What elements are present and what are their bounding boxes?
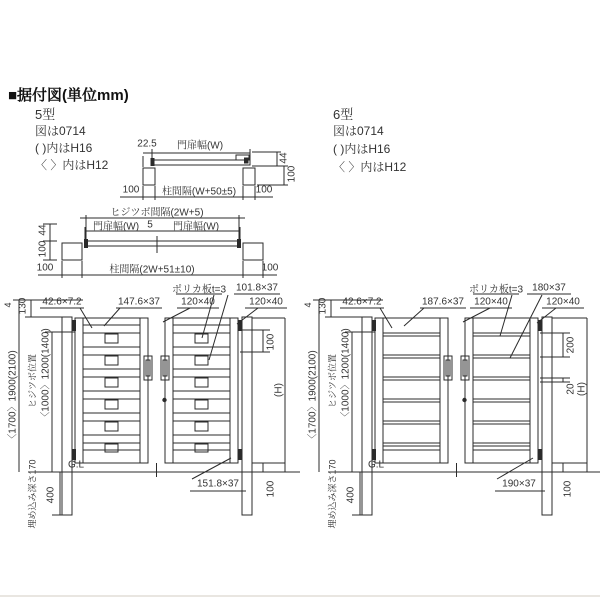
hinge-position-label-6: ヒジツボ位置 [327, 353, 338, 409]
model-6-figure-note: 図は0714 [333, 124, 384, 138]
dim-overall-height-5: 〈1700〉1900(2100) [7, 350, 19, 444]
callout-polycarbonate-5: ポリカ板t=3 [171, 284, 227, 296]
hinge-position-label-5: ヒジツボ位置 [27, 353, 38, 409]
dim-44: 44 [278, 152, 290, 164]
model-6-note-h12: 〈 〉内はH12 [333, 160, 407, 174]
dim-100-left: 100 [122, 184, 140, 196]
model-5-label: 5型 [35, 107, 56, 122]
dim-offset-22-5: 22.5 [137, 138, 157, 150]
dim-400-5: 400 [45, 486, 57, 504]
dim-100-bottom-5: 100 [265, 480, 277, 498]
dim-gate-width-right: 門扉幅(W) [172, 221, 220, 233]
ground-line-label-5: G.L [67, 459, 85, 471]
model-6-label: 6型 [333, 107, 354, 122]
callout-stile-b-5: 120×40 [249, 296, 283, 308]
dim-100-top-5: 100 [265, 333, 277, 351]
dim-100-right: 100 [255, 184, 273, 196]
dim-post-spacing-double: 柱間隔(2W+51±10) [109, 264, 195, 276]
callout-top-rail-5: 147.6×37 [118, 296, 160, 308]
model-5-figure-note: 図は0714 [35, 124, 86, 138]
dim-gate-width-left: 門扉幅(W) [92, 221, 140, 233]
callout-panel-5: 101.8×37 [236, 282, 278, 294]
model-5-note-h16: ( )内はH16 [35, 141, 93, 155]
dim-hinge-position-5: 〈1000〉1200(1400) [40, 328, 52, 422]
dim-4-6: 4 [303, 302, 313, 308]
dim-200-6: 200 [565, 336, 577, 354]
callout-stile-a-5: 120×40 [181, 296, 215, 308]
callout-bottom-rail-5: 151.8×37 [197, 478, 239, 490]
callout-top-rail-6: 187.6×37 [422, 296, 464, 308]
dim-100-post-face: 100 [286, 165, 298, 183]
callout-stile-a-6: 120×40 [474, 296, 508, 308]
dim-130-6: 130 [317, 297, 329, 315]
embed-depth-label-6: 埋め込み深さ170 [327, 459, 338, 529]
dim-gate-width: 門扉幅(W) [176, 140, 224, 152]
dim-h-6: (H) [576, 382, 588, 396]
callout-bottom-rail-6: 190×37 [502, 478, 536, 490]
embed-depth-label-5: 埋め込み深さ170 [27, 459, 38, 529]
dim-100-bottom-6: 100 [562, 480, 574, 498]
dim-center-gap-5: 5 [147, 219, 153, 231]
ground-line-label-6: G.L [367, 459, 385, 471]
callout-stile-b-6: 120×40 [546, 296, 580, 308]
page-title: ■据付図(単位mm) [8, 87, 129, 104]
dim-hinge-position-6: 〈1000〉1200(1400) [340, 328, 352, 422]
model-6-note-h16: ( )内はH16 [333, 142, 391, 156]
model-5-note-h12: 〈 〉内はH12 [35, 158, 109, 172]
dim-400-6: 400 [345, 486, 357, 504]
callout-frame-5: 42.6×7.2 [42, 296, 82, 308]
dim-4-5: 4 [3, 302, 13, 308]
callout-panel-6: 180×37 [532, 282, 566, 294]
dim-post-spacing: 柱間隔(W+50±5) [161, 186, 237, 198]
dim-100-left-double: 100 [36, 262, 54, 274]
dim-44-double: 44 [37, 224, 49, 236]
dim-hinge-spacing: ヒジツボ間隔(2W+5) [110, 207, 204, 219]
dim-100-post-face-double: 100 [37, 240, 49, 258]
dim-h-5: (H) [273, 383, 285, 397]
dim-100-right-double: 100 [261, 262, 279, 274]
callout-polycarbonate-6: ポリカ板t=3 [468, 284, 524, 296]
dim-130-5: 130 [17, 297, 29, 315]
dim-20-6: 20 [565, 383, 577, 395]
callout-frame-6: 42.6×7.2 [342, 296, 382, 308]
dim-overall-height-6: 〈1700〉1900(2100) [307, 350, 319, 444]
